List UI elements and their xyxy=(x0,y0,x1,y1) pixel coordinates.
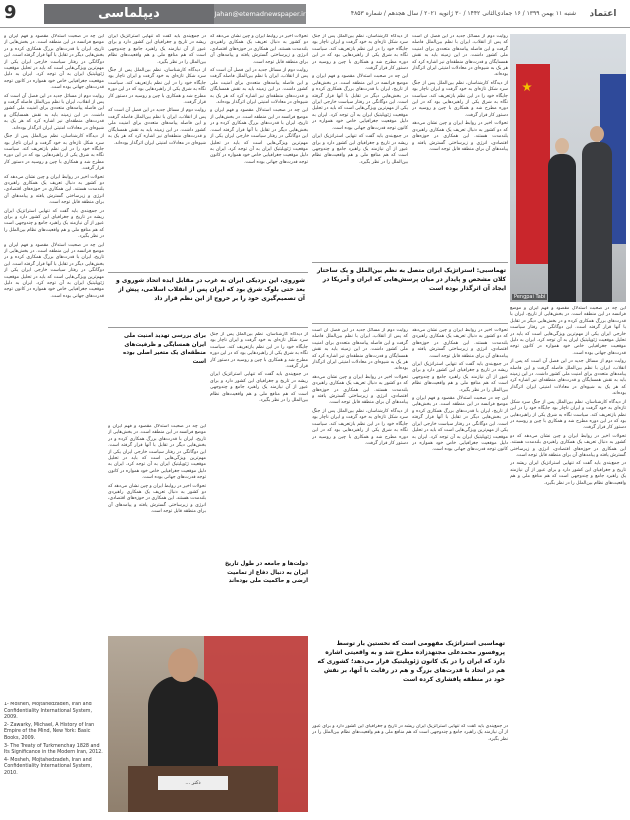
top-photo xyxy=(510,34,626,302)
references-list xyxy=(4,702,104,814)
issue-date-line: شنبه ۱۱ بهمن ۱۳۹۹ / ۱۶ جمادی‌الثانی ۱۴۴۲ / ۳۰ ژانویه ۲۰۲۱ / سال هجدهم / شماره ۴۸۵۳ xyxy=(350,10,576,17)
article-column-3 xyxy=(312,34,408,260)
article-column-4-lower xyxy=(210,332,308,554)
column-5-text: در جمع‌بندی باید گفت که تنهایی استراتژیک ایران ریشه در تاریخ و جغرافیای این کشور دارد و برای عبور از آن نیازمند یک راهبرد جامع و چندوجهی است که هم منافع ملی و هم واقعیت‌های نظام بین‌الملل را در نظر بگیرد. xyxy=(108,34,206,65)
china-flag xyxy=(516,64,550,264)
column-1-text-c: از دیدگاه کارشناسان، نظم بین‌الملل پس از جنگ سرد شکل تازه‌ای به خود گرفت و ایران ناچار بود جایگاه خود را در این نظم بازتعریف کند. سیاست نگاه به شرق یکی از راهبردهایی بود که در این دوره مطرح شد و همکاری با چین و روسیه در دستور کار قرار گرفت. xyxy=(510,399,626,431)
column-6-text: این چه در صحبت استدلال مقصود و فهم ایران و موضع فرانسه در این منطقه است. در بخش‌هایی از تاریخ، ایران با قدرت‌های بزرگ همکاری کرده و در بخش‌هایی دیگر در تقابل با آنها قرار گرفته است. این دوگانگی در رفتار سیاست خارجی ایران یکی از مهم‌ترین ویژگی‌هایی است که باید در تحلیل موقعیت ژئوپلیتیک ایران به آن توجه کرد. ایران به دلیل موقعیت جغرافیایی خاص خود همواره در کانون توجه قدرت‌های جهانی بوده است. xyxy=(4,34,104,91)
article-column-3-lower xyxy=(312,328,408,632)
column-2-text-c: تحولات اخیر در روابط ایران و چین نشان می‌دهد که دو کشور به دنبال تعریف یک همکاری راهبردی بلندمدت هستند. این همکاری در حوزه‌های اقتصادی، انرژی و زیرساختی گسترش یافته و پیامدهای آن برای منطقه قابل توجه است. xyxy=(412,121,508,152)
column-4-lower-text-b: در جمع‌بندی باید گفت که تنهایی استراتژیک ایران ریشه در تاریخ و جغرافیای این کشور دارد و برای عبور از آن نیازمند یک راهبرد جامع و چندوجهی است که هم منافع ملی و هم واقعیت‌های نظام بین‌الملل را در نظر بگیرد. xyxy=(210,372,308,404)
column-3-text-c: در جمع‌بندی باید گفت که تنهایی استراتژیک ایران ریشه در تاریخ و جغرافیای این کشور دارد و برای عبور از آن نیازمند یک راهبرد جامع و چندوجهی است که هم منافع ملی و هم واقعیت‌های نظام بین‌الملل را در نظر بگیرد. xyxy=(312,134,408,165)
section-email[interactable]: Jahan@etemadnewspaper.ir xyxy=(214,4,306,24)
article-column-5-lower xyxy=(108,424,206,632)
column-1-text-e: در جمع‌بندی باید گفت که تنهایی استراتژیک ایران ریشه در تاریخ و جغرافیای این کشور دارد و برای عبور از آن نیازمند یک راهبرد جامع و چندوجهی است که هم منافع ملی و هم واقعیت‌های نظام بین‌الملل را در نظر بگیرد. xyxy=(510,461,626,486)
column-5-lower-text: این چه در صحبت استدلال مقصود و فهم ایران و موضع فرانسه در این منطقه است. در بخش‌هایی از تاریخ، ایران با قدرت‌های بزرگ همکاری کرده و در بخش‌هایی دیگر در تقابل با آنها قرار گرفته است. این دوگانگی در رفتار سیاست خارجی ایران یکی از مهم‌ترین ویژگی‌هایی است که باید در تحلیل موقعیت ژئوپلیتیک ایران به آن توجه کرد. ایران به دلیل موقعیت جغرافیایی خاص خود همواره در کانون توجه قدرت‌های جهانی بوده است. xyxy=(108,424,206,481)
reference-item: 4- Mosheh, Mojtahedzadeh, Iran and Confidentiality International System, 2010. xyxy=(4,757,92,776)
reference-item: 3- The Treaty of Turkmenchay 1828 and Its Significance in the Modern Iran, 2012. xyxy=(4,743,103,756)
column-6-text-d: تحولات اخیر در روابط ایران و چین نشان می‌دهد که دو کشور به دنبال تعریف یک همکاری راهبردی بلندمدت هستند. این همکاری در حوزه‌های اقتصادی، انرژی و زیرساختی گسترش یافته و پیامدهای آن برای منطقه قابل توجه است. xyxy=(4,174,104,206)
article-column-5 xyxy=(108,34,206,268)
mid-pullquote: شوروی، این نزدیکی ایران به غرب در مقابل ایده اتحاد شوروی و بعد حتی بلوک شرق بود که ایران پس از انقلاب اسلامی، پیش از آن تصمیم‌گیری خود را بر خروج از این نظم قرار داد xyxy=(108,272,308,328)
column-4-text: تحولات اخیر در روابط ایران و چین نشان می‌دهد که دو کشور به دنبال تعریف یک همکاری راهبردی بلندمدت هستند. این همکاری در حوزه‌های اقتصادی، انرژی و زیرساختی گسترش یافته و پیامدهای آن برای منطقه قابل توجه است. xyxy=(210,34,308,65)
column-2-lower-text: تحولات اخیر در روابط ایران و چین نشان می‌دهد که دو کشور به دنبال تعریف یک همکاری راهبردی بلندمدت هستند. این همکاری در حوزه‌های اقتصادی، انرژی و زیرساختی گسترش یافته و پیامدهای آن برای منطقه قابل توجه است. xyxy=(412,328,508,359)
header-divider xyxy=(0,27,630,28)
column-5-text-c: روایت دوم از مسائل جدید در این فصل آن است که پس از انقلاب، ایران با نظم بین‌الملل فاصله گرفت و این فاصله پیامدهای متعددی برای امنیت ملی کشور داشت. در این زمینه باید به نقش همسایگان و قدرت‌های منطقه‌ای نیز اشاره کرد که هر یک به شیوه‌ای در معادلات امنیتی ایران اثرگذار بوده‌اند. xyxy=(108,108,206,146)
photo-credit: Pengpai Tabi xyxy=(514,294,546,300)
highlight-quote: تهماسبی: استراتژیک ایران متصل به نظم بین‌الملل و یک ساختار کلان مشخص و پایدار در میان پرسش‌هایی که ایران و آمریکا در ایجاد آن اثرگذار بوده است xyxy=(312,262,508,324)
reference-item: 1- Mosheh, Mojtahedzadeh, Iran and Confidentiality International System, 2009. xyxy=(4,702,92,721)
article-column-4 xyxy=(210,34,308,268)
column-1-text-d: تحولات اخیر در روابط ایران و چین نشان می‌دهد که دو کشور به دنبال تعریف یک همکاری راهبردی بلندمدت هستند. این همکاری در حوزه‌های اقتصادی، انرژی و زیرساختی گسترش یافته و پیامدهای آن برای منطقه قابل توجه است. xyxy=(510,433,626,458)
column-5-lower-text-b: تحولات اخیر در روابط ایران و چین نشان می‌دهد که دو کشور به دنبال تعریف یک همکاری راهبردی بلندمدت هستند. این همکاری در حوزه‌های اقتصادی، انرژی و زیرساختی گسترش یافته و پیامدهای آن برای منطقه قابل توجه است. xyxy=(108,483,206,515)
bottom-pullquote: تهماسبی استراتژیک مفهومی است که نخستین بار توسط پروفسور محمدعلی مجتهدزاده مطرح شد و به واقعیتی اشاره دارد که ایران را در یک کانون ژئوپلیتیک قرار می‌دهد؛ کشوری که هم در اتحاد با قدرت‌های بزرگ و هم در رقابت با آنها، بر نقش خود در منطقه پافشاری کرده است xyxy=(317,640,505,683)
column-2-text-b: از دیدگاه کارشناسان، نظم بین‌الملل پس از جنگ سرد شکل تازه‌ای به خود گرفت و ایران ناچار بود جایگاه خود را در این نظم بازتعریف کند. سیاست نگاه به شرق یکی از راهبردهایی بود که در این دوره مطرح شد و همکاری با چین و روسیه در دستور کار قرار گرفت. xyxy=(412,80,508,118)
column-2-text: روایت دوم از مسائل جدید در این فصل آن است که پس از انقلاب، ایران با نظم بین‌الملل فاصله گرفت و این فاصله پیامدهای متعددی برای امنیت ملی کشور داشت. در این زمینه باید به نقش همسایگان و قدرت‌های منطقه‌ای نیز اشاره کرد که هر یک به شیوه‌ای در معادلات امنیتی ایران اثرگذار بوده‌اند. xyxy=(412,34,508,78)
article-column-6 xyxy=(4,34,104,698)
column-4-text-c: این چه در صحبت استدلال مقصود و فهم ایران و موضع فرانسه در این منطقه است. در بخش‌هایی از تاریخ، ایران با قدرت‌های بزرگ همکاری کرده و در بخش‌هایی دیگر در تقابل با آنها قرار گرفته است. این دوگانگی در رفتار سیاست خارجی ایران یکی از مهم‌ترین ویژگی‌هایی است که باید در تحلیل موقعیت ژئوپلیتیک ایران به آن توجه کرد. ایران به دلیل موقعیت جغرافیایی خاص خود همواره در کانون توجه قدرت‌های جهانی بوده است. xyxy=(210,108,308,165)
column-3-lower-text: روایت دوم از مسائل جدید در این فصل آن است که پس از انقلاب، ایران با نظم بین‌الملل فاصله گرفت و این فاصله پیامدهای متعددی برای امنیت ملی کشور داشت. در این زمینه باید به نقش همسایگان و قدرت‌های منطقه‌ای نیز اشاره کرد که هر یک به شیوه‌ای در معادلات امنیتی ایران اثرگذار بوده‌اند. xyxy=(312,328,408,372)
column-5-text-b: از دیدگاه کارشناسان، نظم بین‌الملل پس از جنگ سرد شکل تازه‌ای به خود گرفت و ایران ناچار بود جایگاه خود را در این نظم بازتعریف کند. سیاست نگاه به شرق یکی از راهبردهایی بود که در این دوره مطرح شد و همکاری با چین و روسیه در دستور کار قرار گرفت. xyxy=(108,68,206,106)
column-2-lower-text-b: در جمع‌بندی باید گفت که تنهایی استراتژیک ایران ریشه در تاریخ و جغرافیای این کشور دارد و برای عبور از آن نیازمند یک راهبرد جامع و چندوجهی است که هم منافع ملی و هم واقعیت‌های نظام بین‌الملل را در نظر بگیرد. xyxy=(412,362,508,393)
article-column-1 xyxy=(510,306,626,814)
column-3-bottom-text: در جمع‌بندی باید گفت که تنهایی استراتژیک ایران ریشه در تاریخ و جغرافیای این کشور دارد و برای عبور از آن نیازمند یک راهبرد جامع و چندوجهی است که هم منافع ملی و هم واقعیت‌های نظام بین‌الملل را در نظر بگیرد. xyxy=(312,724,508,742)
column-1-text-b: روایت دوم از مسائل جدید در این فصل آن است که پس از انقلاب، ایران با نظم بین‌الملل فاصله گرفت و این فاصله پیامدهای متعددی برای امنیت ملی کشور داشت. در این زمینه باید به نقش همسایگان و قدرت‌های منطقه‌ای نیز اشاره کرد که هر یک به شیوه‌ای در معادلات امنیتی ایران اثرگذار بوده‌اند. xyxy=(510,359,626,397)
column-6-text-e: در جمع‌بندی باید گفت که تنهایی استراتژیک ایران ریشه در تاریخ و جغرافیای این کشور دارد و برای عبور از آن نیازمند یک راهبرد جامع و چندوجهی است که هم منافع ملی و هم واقعیت‌های نظام بین‌الملل را در نظر بگیرد. xyxy=(4,208,104,240)
page-header xyxy=(0,0,630,28)
person-right xyxy=(582,142,612,302)
column-3-lower-text-b: تحولات اخیر در روابط ایران و چین نشان می‌دهد که دو کشور به دنبال تعریف یک همکاری راهبردی بلندمدت هستند. این همکاری در حوزه‌های اقتصادی، انرژی و زیرساختی گسترش یافته و پیامدهای آن برای منطقه قابل توجه است. xyxy=(312,374,408,406)
column-6-text-f: این چه در صحبت استدلال مقصود و فهم ایران و موضع فرانسه در این منطقه است. در بخش‌هایی از تاریخ، ایران با قدرت‌های بزرگ همکاری کرده و در بخش‌هایی دیگر در تقابل با آنها قرار گرفته است. این دوگانگی در رفتار سیاست خارجی ایران یکی از مهم‌ترین ویژگی‌هایی است که باید در تحلیل موقعیت ژئوپلیتیک ایران به آن توجه کرد. ایران به دلیل موقعیت جغرافیایی خاص خود همواره در کانون توجه قدرت‌های جهانی بوده است. xyxy=(4,242,104,299)
reference-item: 2- Zawarky, Michael, A History of Iran Empire of the Mind, New York: Basic Books, 2009. xyxy=(4,722,95,741)
section-title: دیپلماسی xyxy=(44,4,214,24)
nameplate: دکتر ... xyxy=(158,776,228,790)
speaker-photo xyxy=(108,636,308,812)
column-4-lower-text: از دیدگاه کارشناسان، نظم بین‌الملل پس از جنگ سرد شکل تازه‌ای به خود گرفت و ایران ناچار بود جایگاه خود را در این نظم بازتعریف کند. سیاست نگاه به شرق یکی از راهبردهایی بود که در این دوره مطرح شد و همکاری با چین و روسیه در دستور کار قرار گرفت. xyxy=(210,332,308,370)
column-2-lower-text-c: این چه در صحبت استدلال مقصود و فهم ایران و موضع فرانسه در این منطقه است. در بخش‌هایی از تاریخ، ایران با قدرت‌های بزرگ همکاری کرده و در بخش‌هایی دیگر در تقابل با آنها قرار گرفته است. این دوگانگی در رفتار سیاست خارجی ایران یکی از مهم‌ترین ویژگی‌هایی است که باید در تحلیل موقعیت ژئوپلیتیک ایران به آن توجه کرد. ایران به دلیل موقعیت جغرافیایی خاص خود همواره در کانون توجه قدرت‌های جهانی بوده است. xyxy=(412,396,508,453)
article-column-2 xyxy=(412,34,508,260)
column-3-text-b: این چه در صحبت استدلال مقصود و فهم ایران و موضع فرانسه در این منطقه است. در بخش‌هایی از تاریخ، ایران با قدرت‌های بزرگ همکاری کرده و در بخش‌هایی دیگر در تقابل با آنها قرار گرفته است. این دوگانگی در رفتار سیاست خارجی ایران یکی از مهم‌ترین ویژگی‌هایی است که باید در تحلیل موقعیت ژئوپلیتیک ایران به آن توجه کرد. ایران به دلیل موقعیت جغرافیایی خاص خود همواره در کانون توجه قدرت‌های جهانی بوده است. xyxy=(312,74,408,131)
column-6-text-c: از دیدگاه کارشناسان، نظم بین‌الملل پس از جنگ سرد شکل تازه‌ای به خود گرفت و ایران ناچار بود جایگاه خود را در این نظم بازتعریف کند. سیاست نگاه به شرق یکی از راهبردهایی بود که در این دوره مطرح شد و همکاری با چین و روسیه در دستور کار قرار گرفت. xyxy=(4,134,104,172)
column-1-text: این چه در صحبت استدلال مقصود و فهم ایران و موضع فرانسه در این منطقه است. در بخش‌هایی از تاریخ، ایران با قدرت‌های بزرگ همکاری کرده و در بخش‌هایی دیگر در تقابل با آنها قرار گرفته است. این دوگانگی در رفتار سیاست خارجی ایران یکی از مهم‌ترین ویژگی‌هایی است که باید در تحلیل موقعیت ژئوپلیتیک ایران به آن توجه کرد. ایران به دلیل موقعیت جغرافیایی خاص خود همواره در کانون توجه قدرت‌های جهانی بوده است. xyxy=(510,306,626,356)
column-3-text: از دیدگاه کارشناسان، نظم بین‌الملل پس از جنگ سرد شکل تازه‌ای به خود گرفت و ایران ناچار بود جایگاه خود را در این نظم بازتعریف کند. سیاست نگاه به شرق یکی از راهبردهایی بود که در این دوره مطرح شد و همکاری با چین و روسیه در دستور کار قرار گرفت. xyxy=(312,34,408,72)
newspaper-logo: اعتماد xyxy=(589,9,617,19)
article-column-2-lower xyxy=(412,328,508,632)
lower-pullquote: دولت‌ها و جامعه در طول تاریخ ایران به دنبال دفاع از تمامیت ارضی و حاکمیت ملی بوده‌اند xyxy=(225,561,308,584)
article-column-3-bottom xyxy=(312,724,508,814)
person-left xyxy=(548,154,576,302)
column-3-lower-text-c: از دیدگاه کارشناسان، نظم بین‌الملل پس از جنگ سرد شکل تازه‌ای به خود گرفت و ایران ناچار بود جایگاه خود را در این نظم بازتعریف کند. سیاست نگاه به شرق یکی از راهبردهایی بود که در این دوره مطرح شد و همکاری با چین و روسیه در دستور کار قرار گرفت. xyxy=(312,408,408,446)
column-4-text-b: روایت دوم از مسائل جدید در این فصل آن است که پس از انقلاب، ایران با نظم بین‌الملل فاصله گرفت و این فاصله پیامدهای متعددی برای امنیت ملی کشور داشت. در این زمینه باید به نقش همسایگان و قدرت‌های منطقه‌ای نیز اشاره کرد که هر یک به شیوه‌ای در معادلات امنیتی ایران اثرگذار بوده‌اند. xyxy=(210,68,308,106)
page-number: 9 xyxy=(4,2,17,23)
left-pullquote: برای بررسی تهدید امنیت ملی ایران همسایگی و ظرفیت‌های منطقه‌ای یک متغیر اصلی بوده است xyxy=(123,333,206,365)
column-6-text-b: روایت دوم از مسائل جدید در این فصل آن است که پس از انقلاب، ایران با نظم بین‌الملل فاصله گرفت و این فاصله پیامدهای متعددی برای امنیت ملی کشور داشت. در این زمینه باید به نقش همسایگان و قدرت‌های منطقه‌ای نیز اشاره کرد که هر یک به شیوه‌ای در معادلات امنیتی ایران اثرگذار بوده‌اند. xyxy=(4,93,104,131)
